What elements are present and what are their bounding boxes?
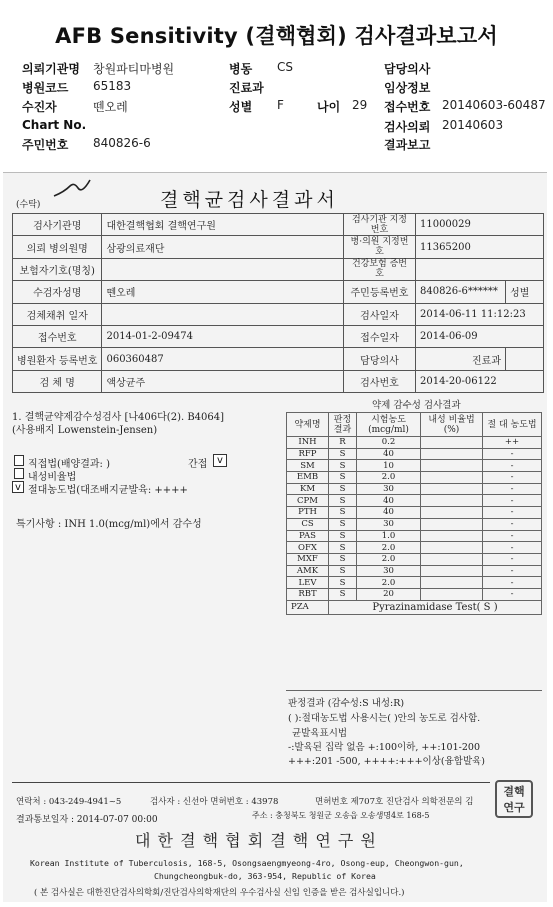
drug-table-title: 약제 감수성 검사결과 xyxy=(372,400,461,411)
drug-cell: - xyxy=(483,553,542,565)
drug-cell: SM xyxy=(287,460,329,472)
drug-cell: KM xyxy=(287,483,329,495)
drug-row xyxy=(287,518,542,530)
label-sex: 성별 xyxy=(229,100,253,114)
drug-cell: - xyxy=(483,565,542,577)
cell: 병·의원 지정번호 xyxy=(343,236,415,258)
cell xyxy=(102,303,344,325)
pza-value: Pyrazinamidase Test( S ) xyxy=(329,600,542,614)
drug-cell: 40 xyxy=(357,448,421,460)
cell: 액상균주 xyxy=(102,370,344,392)
drug-cell xyxy=(421,530,483,542)
drug-header: 내성 비율법(%) xyxy=(421,413,483,437)
drug-cell: 30 xyxy=(357,518,421,530)
cell: 2014-06-11 11:12:23 xyxy=(415,303,543,325)
method-line-1: 1. 결핵균약제감수성검사 [나406다(2). B4064] xyxy=(12,412,225,423)
info-table xyxy=(12,213,544,393)
label-hospital-code: 병원코드 xyxy=(22,81,69,95)
document-title: 결핵균검사결과서 xyxy=(160,189,339,211)
drug-cell: S xyxy=(329,530,357,542)
drug-row xyxy=(287,472,542,484)
drug-cell: - xyxy=(483,577,542,589)
drug-cell: CPM xyxy=(287,495,329,507)
label-doctor: 담당의사 xyxy=(384,62,431,76)
special-remark: 특기사항 : INH 1.0(mcg/ml)에서 감수성 xyxy=(16,519,202,530)
seal-stamp-icon: 결핵 연구 xyxy=(495,780,533,818)
drug-cell xyxy=(421,495,483,507)
drug-cell: 2.0 xyxy=(357,577,421,589)
cell: 11000029 xyxy=(415,214,543,236)
drug-cell: - xyxy=(483,483,542,495)
cell xyxy=(505,348,543,370)
drug-row xyxy=(287,588,542,600)
drug-row xyxy=(287,507,542,519)
label-ward: 병동 xyxy=(229,62,253,76)
drug-row xyxy=(287,542,542,554)
drug-cell: INH xyxy=(287,437,329,449)
address-kr: 주소 : 충청북도 청원군 오송읍 오송생명4로 168-5 xyxy=(252,811,430,820)
label-resident-no: 주민번호 xyxy=(22,138,69,152)
drug-cell xyxy=(421,577,483,589)
drug-cell: S xyxy=(329,553,357,565)
drug-cell: 2.0 xyxy=(357,553,421,565)
drug-cell: R xyxy=(329,437,357,449)
cell: 수검자성명 xyxy=(13,281,102,303)
drug-cell: S xyxy=(329,542,357,554)
cell: 11365200 xyxy=(415,236,543,258)
cell: 840826-6****** xyxy=(415,281,505,303)
value-institution: 창원파티마병원 xyxy=(93,62,175,76)
method-line-2: (사용배지 Lowenstein-Jensen) xyxy=(12,425,158,436)
label-patient: 수진자 xyxy=(22,100,57,114)
cell: 2014-20-06122 xyxy=(415,370,543,392)
option-indirect: 간접 xyxy=(188,459,208,470)
drug-row xyxy=(287,530,542,542)
report-title: AFB Sensitivity (결핵협회) 검사결과보고서 xyxy=(55,24,498,48)
value-receipt-no: 20140603-60487 xyxy=(442,98,546,112)
checkbox-resistance-ratio xyxy=(14,468,24,479)
label-age: 나이 xyxy=(317,100,341,114)
drug-cell: PAS xyxy=(287,530,329,542)
cell: 검사기관명 xyxy=(13,214,102,236)
cell: 2014-01-2-09474 xyxy=(102,325,344,347)
label-institution: 의뢰기관명 xyxy=(22,62,80,76)
drug-cell: S xyxy=(329,483,357,495)
drug-cell: - xyxy=(483,530,542,542)
drug-cell: - xyxy=(483,518,542,530)
drug-cell: 20 xyxy=(357,588,421,600)
cell: 성별 xyxy=(505,281,543,303)
drug-cell: 2.0 xyxy=(357,542,421,554)
drug-cell: 40 xyxy=(357,495,421,507)
option-resistance-ratio: 내성비율법 xyxy=(28,472,77,483)
org-address-en-1: Korean Institute of Tuberculosis, 168-5, Osongsaengmyeong-4ro, Osong-eup, Cheongwon-gun, xyxy=(30,858,464,868)
legend-5: +++:201 -500, ++++:+++이상(융합발육) xyxy=(288,756,486,767)
cell: 060360487 xyxy=(102,348,344,370)
value-hospital-code: 65183 xyxy=(93,79,132,93)
cell xyxy=(102,258,344,280)
drug-header: 절 대 농도법 xyxy=(483,413,542,437)
cell: 주민등록번호 xyxy=(343,281,415,303)
drug-header: 시험농도 (mcg/ml) xyxy=(357,413,421,437)
drug-cell: S xyxy=(329,495,357,507)
cell: 2014-06-09 xyxy=(415,325,543,347)
value-resident-no: 840826-6 xyxy=(93,136,151,150)
label-chart-no: Chart No. xyxy=(22,118,87,132)
report-date: 결과통보일자 : 2014-07-07 00:00 xyxy=(16,815,158,825)
legend-3: 균발육표시법 xyxy=(292,728,348,739)
drug-cell: - xyxy=(483,588,542,600)
drug-cell xyxy=(421,507,483,519)
drug-cell: - xyxy=(483,495,542,507)
cell: 검사기관 지정번호 xyxy=(343,214,415,236)
cell: 건강보험 증번호 xyxy=(343,258,415,280)
drug-row xyxy=(287,495,542,507)
drug-cell: - xyxy=(483,507,542,519)
drug-cell xyxy=(421,542,483,554)
certification-note: ( 본 검사실은 대한진단검사의학회/진단검사의학재단의 우수검사실 신임 인증을 받은 검사실입니다.) xyxy=(34,888,405,898)
label-request-date: 검사의뢰 xyxy=(384,120,431,134)
cell xyxy=(415,258,543,280)
tick-mark-icon xyxy=(52,178,92,204)
drug-cell: 2.0 xyxy=(357,472,421,484)
org-name-kr: 대 한 결 핵 협 회 결 핵 연 구 원 xyxy=(135,831,377,850)
drug-cell: MXF xyxy=(287,553,329,565)
cell: 보험자기호(명칭) xyxy=(13,258,102,280)
drug-cell: EMB xyxy=(287,472,329,484)
drug-cell: S xyxy=(329,577,357,589)
label-receipt-no: 접수번호 xyxy=(384,100,431,114)
drug-row xyxy=(287,565,542,577)
drug-row xyxy=(287,460,542,472)
option-absolute: 절대농도법(대조배지균발육: ++++ xyxy=(28,485,188,496)
label-report-date: 결과보고 xyxy=(384,138,431,152)
drug-cell: 10 xyxy=(357,460,421,472)
drug-cell: - xyxy=(483,448,542,460)
drug-cell xyxy=(421,448,483,460)
option-direct: 직접법(배양결과: ) xyxy=(28,459,110,470)
checkbox-indirect-checked-icon: v xyxy=(213,454,227,467)
legend-1: 판정결과 (감수성:S 내성:R) xyxy=(288,698,405,709)
value-ward: CS xyxy=(277,60,293,74)
drug-cell: RBT xyxy=(287,588,329,600)
drug-cell xyxy=(421,553,483,565)
drug-cell: RFP xyxy=(287,448,329,460)
drug-cell: - xyxy=(483,542,542,554)
contact: 연락처 : 043-249-4941~5 xyxy=(16,797,122,807)
drug-row xyxy=(287,448,542,460)
value-request-date: 20140603 xyxy=(442,118,504,132)
cell: 진료과 xyxy=(415,348,505,370)
drug-cell: 30 xyxy=(357,565,421,577)
cell: 삼광의료재단 xyxy=(102,236,344,258)
cell: 대한결핵협회 결핵연구원 xyxy=(102,214,344,236)
drug-cell: CS xyxy=(287,518,329,530)
drug-cell xyxy=(421,472,483,484)
drug-cell: 1.0 xyxy=(357,530,421,542)
drug-header: 약제명 xyxy=(287,413,329,437)
value-sex: F xyxy=(277,98,284,112)
cell: 병원환자 등록번호 xyxy=(13,348,102,370)
cell: 의뢰 병의원명 xyxy=(13,236,102,258)
drug-row xyxy=(287,483,542,495)
value-patient: 뗀오레 xyxy=(93,100,128,114)
cell: 접수번호 xyxy=(13,325,102,347)
drug-cell: - xyxy=(483,460,542,472)
inspector: 검사자 : 신선아 면허번호 : 43978 xyxy=(150,797,279,807)
label-department: 진료과 xyxy=(229,81,264,95)
drug-cell: 40 xyxy=(357,507,421,519)
drug-cell xyxy=(421,518,483,530)
cell: 담당의사 xyxy=(343,348,415,370)
cell: 검 체 명 xyxy=(13,370,102,392)
license: 면허번호 제707호 진단검사 의학전문의 김 xyxy=(315,797,474,807)
received-mark: (수탁) xyxy=(16,200,41,210)
drug-cell xyxy=(421,565,483,577)
drug-cell: S xyxy=(329,518,357,530)
drug-cell xyxy=(421,483,483,495)
legend-2: ( ):절대농도법 사용시는( )안의 농도로 검사함. xyxy=(288,713,481,724)
drug-row xyxy=(287,437,542,449)
drug-cell: S xyxy=(329,565,357,577)
drug-cell xyxy=(421,460,483,472)
cell: 검체채취 일자 xyxy=(13,303,102,325)
drug-cell: AMK xyxy=(287,565,329,577)
drug-header: 판정 결과 xyxy=(329,413,357,437)
label-clinical-info: 임상정보 xyxy=(384,81,431,95)
checkbox-direct xyxy=(14,455,24,466)
cell: 뗀오레 xyxy=(102,281,344,303)
drug-cell: PTH xyxy=(287,507,329,519)
value-age: 29 xyxy=(352,98,368,112)
legend-4: -:발육된 집락 없음 +:100이하, ++:101-200 xyxy=(288,742,480,753)
drug-cell: S xyxy=(329,460,357,472)
drug-cell: S xyxy=(329,588,357,600)
drug-row xyxy=(287,553,542,565)
drug-cell xyxy=(421,588,483,600)
drug-cell: 30 xyxy=(357,483,421,495)
drug-cell: OFX xyxy=(287,542,329,554)
drug-cell: S xyxy=(329,472,357,484)
drug-cell: LEV xyxy=(287,577,329,589)
drug-cell: 0.2 xyxy=(357,437,421,449)
cell: 검사번호 xyxy=(343,370,415,392)
drug-cell xyxy=(421,437,483,449)
cell: 검사일자 xyxy=(343,303,415,325)
cell: 접수일자 xyxy=(343,325,415,347)
drug-row xyxy=(287,577,542,589)
drug-cell: ++ xyxy=(483,437,542,449)
drug-cell: S xyxy=(329,448,357,460)
drug-cell: - xyxy=(483,472,542,484)
drug-cell: S xyxy=(329,507,357,519)
pza-label: PZA xyxy=(287,600,329,614)
drug-table xyxy=(286,412,542,615)
checkbox-absolute-checked-icon: v xyxy=(12,481,24,493)
org-address-en-2: Chungcheongbuk-do, 363-954, Republic of Korea xyxy=(154,871,376,881)
